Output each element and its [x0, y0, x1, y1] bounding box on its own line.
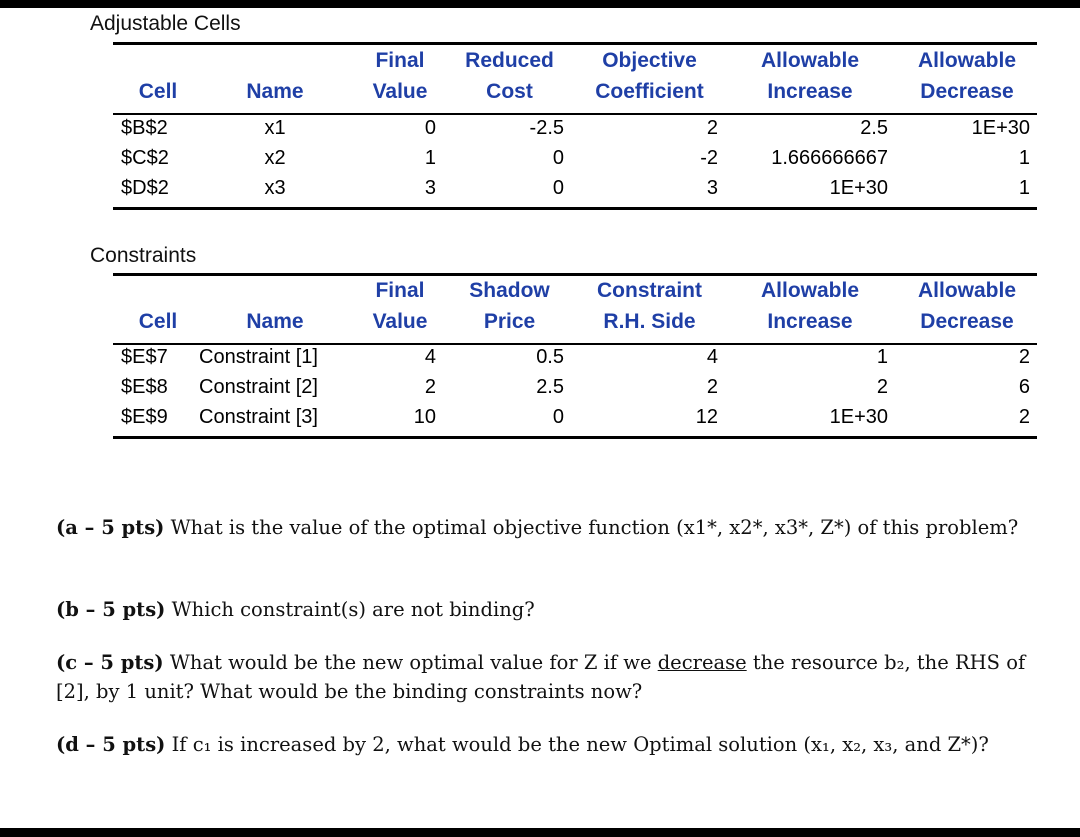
header-name: Name [246, 310, 304, 333]
question-c-text-2: the resource b₂, the RHS of [2], by 1 unit? What would be the binding constraints now? [56, 651, 1026, 703]
header-final-2: Value [372, 80, 428, 103]
header-allow-dec-2: Decrease [920, 310, 1014, 333]
constraints-header-rule [113, 343, 1037, 345]
constraints-top-rule [113, 273, 1037, 276]
row-allow-inc: 1E+30 [829, 406, 888, 428]
row-allow-dec: 2 [1018, 346, 1030, 368]
row-cell: $E$7 [121, 346, 168, 368]
question-a-text: What is the value of the optimal objective function (x1*, x2*, x3*, Z*) of this problem? [164, 516, 1019, 539]
header-rhs-1: Constraint [597, 279, 702, 302]
header-objective-2: Coefficient [595, 80, 704, 103]
row-name: Constraint [3] [199, 406, 318, 428]
header-shadow-2: Price [483, 310, 536, 333]
row-final: 4 [424, 346, 436, 368]
row-allow-dec: 2 [1018, 406, 1030, 428]
row-allow-inc: 1E+30 [829, 177, 888, 199]
header-rhs-2: R.H. Side [603, 310, 696, 333]
header-cell: Cell [138, 310, 178, 333]
row-rhs: 2 [706, 376, 718, 398]
row-allow-dec: 1 [1018, 177, 1030, 199]
row-reduced: -2.5 [529, 117, 564, 139]
header-objective-1: Objective [602, 49, 697, 72]
row-cell: $E$9 [121, 406, 168, 428]
question-d-text: If c₁ is increased by 2, what would be the new Optimal solution (x₁, x₂, x₃, and Z*)? [165, 733, 989, 756]
row-cell: $E$8 [121, 376, 168, 398]
header-cell: Cell [138, 80, 178, 103]
header-final-1: Final [375, 279, 425, 302]
row-allow-dec: 1 [1018, 147, 1030, 169]
header-allow-inc-1: Allowable [760, 49, 860, 72]
row-reduced: 0 [552, 177, 564, 199]
constraints-title: Constraints [90, 244, 197, 267]
bottom-border [0, 828, 1080, 837]
question-d-label: (d – 5 pts) [56, 733, 166, 756]
row-reduced: 0 [552, 147, 564, 169]
header-allow-dec-1: Allowable [917, 49, 1017, 72]
row-allow-inc: 2 [876, 376, 888, 398]
row-name: Constraint [1] [199, 346, 318, 368]
row-name: x3 [264, 177, 286, 199]
row-final: 1 [424, 147, 436, 169]
question-a-label: (a – 5 pts) [56, 516, 165, 539]
question-d [56, 730, 1046, 759]
question-a [56, 513, 1046, 542]
adjustable-cells-title: Adjustable Cells [90, 12, 241, 35]
adjustable-bottom-rule [113, 207, 1037, 210]
header-allow-dec-1: Allowable [917, 279, 1017, 302]
question-c [56, 648, 1046, 706]
adjustable-top-rule [113, 42, 1037, 45]
row-final: 0 [424, 117, 436, 139]
row-final: 10 [413, 406, 436, 428]
constraints-bottom-rule [113, 436, 1037, 439]
header-shadow-1: Shadow [469, 279, 550, 302]
row-final: 2 [424, 376, 436, 398]
row-rhs: 4 [706, 346, 718, 368]
header-allow-inc-2: Increase [767, 80, 853, 103]
row-shadow: 0 [552, 406, 564, 428]
row-name: x2 [264, 147, 286, 169]
row-allow-inc: 1 [876, 346, 888, 368]
row-name: Constraint [2] [199, 376, 318, 398]
row-objective: 2 [706, 117, 718, 139]
question-b [56, 595, 1046, 624]
header-reduced-1: Reduced [465, 49, 554, 72]
row-cell: $D$2 [121, 177, 169, 199]
row-shadow: 0.5 [536, 346, 564, 368]
question-b-text: Which constraint(s) are not binding? [165, 598, 535, 621]
header-allow-dec-2: Decrease [920, 80, 1014, 103]
row-allow-inc: 1.666666667 [771, 147, 888, 169]
row-name: x1 [264, 117, 286, 139]
row-final: 3 [424, 177, 436, 199]
row-cell: $B$2 [121, 117, 168, 139]
question-c-text-1: What would be the new optimal value for Z if we [163, 651, 658, 674]
question-c-underlined: decrease [657, 651, 747, 674]
row-cell: $C$2 [121, 147, 169, 169]
row-allow-dec: 6 [1018, 376, 1030, 398]
adjustable-header-rule [113, 113, 1037, 115]
header-allow-inc-1: Allowable [760, 279, 860, 302]
header-final-2: Value [372, 310, 428, 333]
header-name: Name [246, 80, 304, 103]
question-c-label: (c – 5 pts) [56, 651, 164, 674]
row-shadow: 2.5 [536, 376, 564, 398]
row-allow-dec: 1E+30 [971, 117, 1030, 139]
row-objective: 3 [706, 177, 718, 199]
header-allow-inc-2: Increase [767, 310, 853, 333]
row-allow-inc: 2.5 [860, 117, 888, 139]
header-final-1: Final [375, 49, 425, 72]
question-b-label: (b – 5 pts) [56, 598, 166, 621]
header-reduced-2: Cost [486, 80, 533, 103]
row-objective: -2 [700, 147, 718, 169]
row-rhs: 12 [695, 406, 718, 428]
